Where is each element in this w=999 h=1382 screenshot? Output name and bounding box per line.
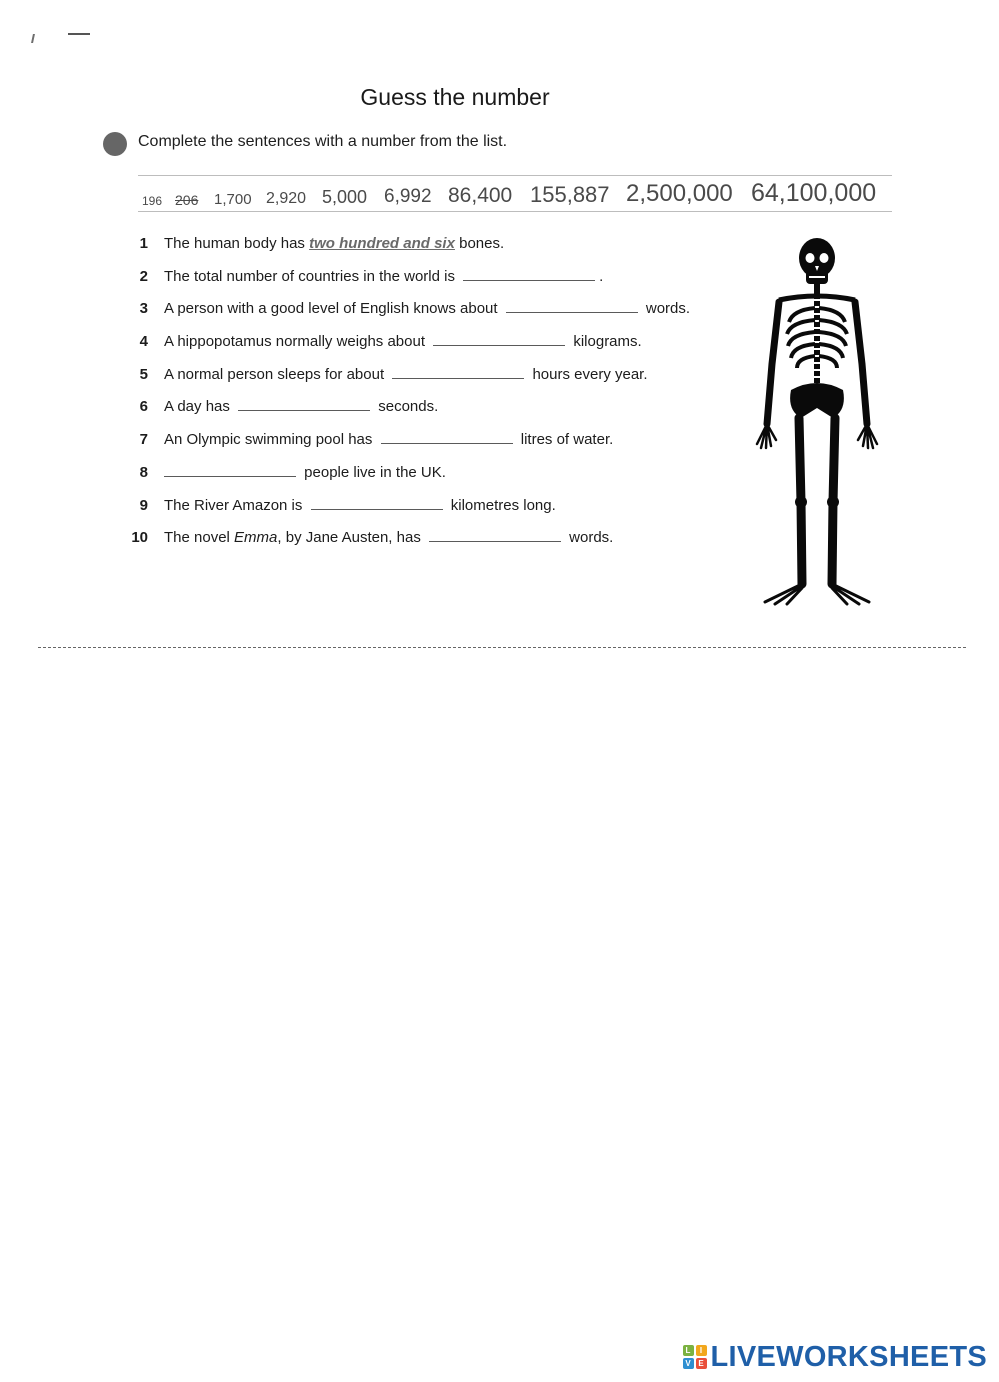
- question-number: 2: [139, 267, 148, 285]
- answer-blank[interactable]: [433, 331, 565, 346]
- number-bank-item: 196: [142, 194, 163, 208]
- question-text: [164, 297, 690, 321]
- question-text-after: kilometres long.: [446, 496, 556, 514]
- question-number: 3: [139, 300, 148, 318]
- question-item: [120, 232, 740, 265]
- question-text-before: A person with a good level of English knows about: [164, 300, 502, 318]
- number-bank-item: 1,700: [214, 191, 252, 208]
- question-number: 1: [139, 235, 148, 252]
- exercise-bullet: [103, 132, 127, 156]
- question-text-after: seconds.: [374, 398, 439, 416]
- question-list: [120, 232, 740, 559]
- logo-letter: I: [696, 1345, 707, 1356]
- question-item: [120, 265, 740, 298]
- scan-mark: [68, 33, 90, 35]
- logo-letter: V: [683, 1358, 694, 1369]
- question-text-after: words.: [565, 529, 614, 547]
- question-text-after: words.: [641, 300, 691, 318]
- logo-text: LIVEWORKSHEETS: [710, 1340, 987, 1373]
- question-number: 7: [139, 431, 148, 449]
- question-text: [164, 494, 556, 518]
- question-text-before: The total number of countries in the world is: [164, 267, 460, 285]
- question-text: [164, 461, 446, 485]
- question-number: 6: [139, 398, 148, 416]
- question-number: 9: [139, 496, 148, 514]
- answer-blank[interactable]: [381, 429, 513, 444]
- number-bank-item: 155,887: [530, 182, 610, 207]
- question-item: [120, 297, 740, 330]
- answer-blank[interactable]: [164, 462, 296, 477]
- book-title: Emma: [234, 529, 278, 547]
- number-bank-item: 86,400: [448, 184, 513, 207]
- logo-letter: L: [683, 1345, 694, 1356]
- logo-letter: E: [696, 1358, 707, 1369]
- answer-blank[interactable]: [238, 396, 370, 411]
- question-item: [120, 363, 740, 396]
- question-text-before: The River Amazon is: [164, 496, 307, 514]
- question-text-before: A normal person sleeps for about: [164, 365, 389, 383]
- answer-blank[interactable]: [311, 495, 443, 510]
- question-text: [164, 428, 613, 452]
- number-bank-item: 2,920: [266, 190, 307, 207]
- number-bank-item: 64,100,000: [751, 179, 877, 207]
- page-title: Guess the number: [360, 84, 550, 110]
- question-item: [120, 526, 740, 559]
- number-bank-item: 2,500,000: [626, 180, 733, 207]
- question-text-after: kilograms.: [569, 333, 642, 351]
- question-item: [120, 461, 740, 494]
- question-text: [164, 330, 642, 354]
- question-text-after: hours every year.: [528, 365, 648, 383]
- answer-blank[interactable]: [506, 298, 638, 313]
- question-number: 8: [139, 463, 148, 481]
- question-item: [120, 428, 740, 461]
- answer-blank[interactable]: [429, 527, 561, 542]
- question-text-after: litres of water.: [516, 431, 614, 449]
- scan-mark: [31, 34, 35, 43]
- example-answer: two hundred and six: [309, 235, 455, 252]
- number-bank: [138, 175, 892, 212]
- liveworksheets-logo[interactable]: [683, 1342, 988, 1372]
- question-text-middle: , by Jane Austen, has: [277, 529, 425, 547]
- instruction-text: Complete the sentences with a number from the list.: [138, 133, 508, 150]
- question-item: [120, 395, 740, 428]
- question-text-before: A day has: [164, 398, 235, 416]
- number-bank-item-used: 206: [175, 192, 199, 208]
- question-number: 5: [139, 365, 148, 383]
- skeleton-illustration: [745, 234, 890, 606]
- question-text: [164, 232, 504, 256]
- question-text-before: A hippopotamus normally weighs about: [164, 333, 430, 351]
- question-text: [164, 363, 648, 387]
- question-number: 10: [131, 529, 148, 547]
- question-number: 4: [139, 333, 148, 351]
- answer-blank[interactable]: [463, 266, 595, 281]
- question-text-before: An Olympic swimming pool has: [164, 431, 377, 449]
- logo-icon: [683, 1345, 707, 1369]
- question-text-before: The human body has: [164, 235, 310, 252]
- number-bank-item: 5,000: [322, 187, 368, 207]
- question-text: [164, 265, 603, 289]
- question-item: [120, 494, 740, 527]
- question-text-before: The novel: [164, 529, 235, 547]
- question-text-after: .: [599, 267, 604, 285]
- number-bank-item: 6,992: [384, 186, 432, 207]
- answer-blank[interactable]: [392, 364, 524, 379]
- question-text-after: people live in the UK.: [300, 463, 446, 481]
- question-text: [164, 526, 613, 550]
- question-text: [164, 395, 438, 419]
- question-item: [120, 330, 740, 363]
- question-text-after: bones.: [454, 235, 505, 252]
- cut-line: [38, 647, 966, 648]
